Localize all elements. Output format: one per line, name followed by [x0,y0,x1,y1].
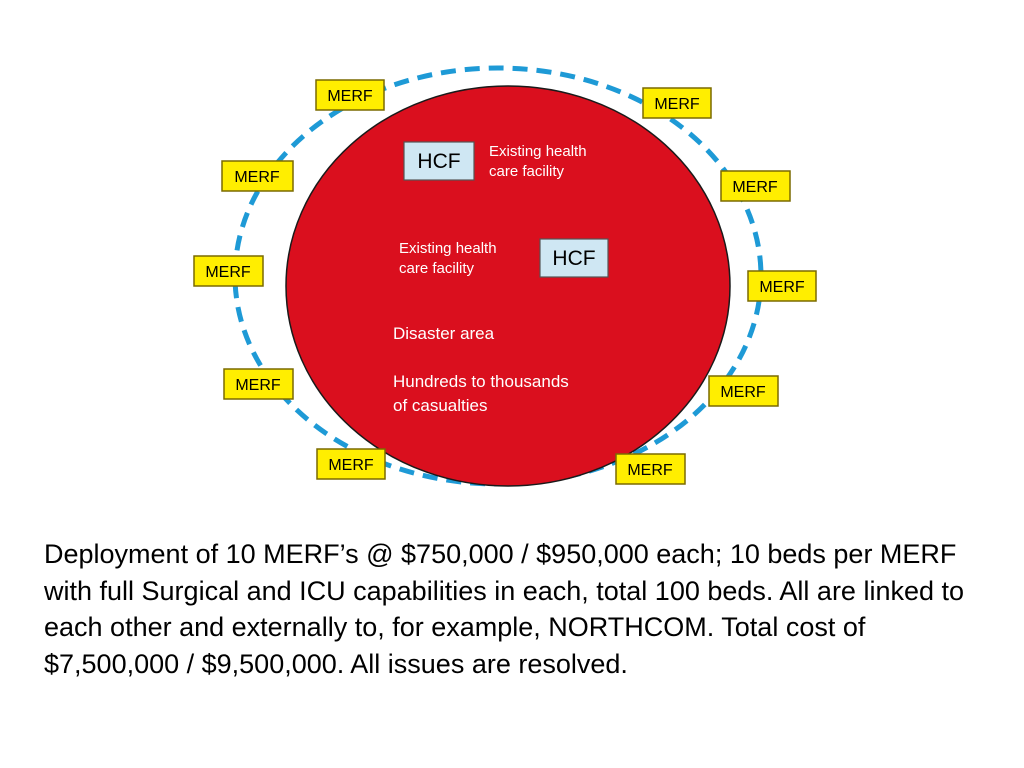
merf-10-label: MERF [627,462,673,479]
merf-7 [224,369,293,399]
merf-10 [616,454,685,484]
merf-1-label: MERF [327,88,373,105]
merf-2 [643,88,711,118]
hcf-middle-label: HCF [552,247,596,270]
merf-5 [194,256,263,286]
merf-3-label: MERF [234,169,280,186]
hcf-top-label: HCF [417,150,461,173]
merf-8-label: MERF [720,384,766,401]
merf-9 [317,449,385,479]
hcf-middle-caption-line1: Existing health [399,240,497,257]
hcf-middle [540,239,608,277]
casualties-line2: of casualties [393,396,488,415]
hcf-top-caption-line2: care facility [489,163,565,180]
merf-2-label: MERF [654,96,700,113]
merf-4 [721,171,790,201]
merf-8 [709,376,778,406]
merf-9-label: MERF [328,457,374,474]
casualties-line1: Hundreds to thousands [393,372,569,391]
merf-4-label: MERF [732,179,778,196]
merf-3 [222,161,293,191]
hcf-top-caption-line1: Existing health [489,143,587,160]
merf-6-label: MERF [759,279,805,296]
hcf-top [404,142,474,180]
merf-deployment-diagram [178,60,824,492]
merf-7-label: MERF [235,377,281,394]
merf-1 [316,80,384,110]
hcf-middle-caption-line2: care facility [399,260,475,277]
merf-6 [748,271,816,301]
disaster-area-label: Disaster area [393,324,495,343]
deployment-description: Deployment of 10 MERF’s @ $750,000 / $950,000 each; 10 beds per MERF with full Surgical and ICU capabilities in each, total 100 beds. All are linked to each other and externally to, for example, NORTHCOM. Total cost of $7,500,000 / $9,500,000. All issues are resolved. [44,539,965,679]
merf-5-label: MERF [205,264,251,281]
